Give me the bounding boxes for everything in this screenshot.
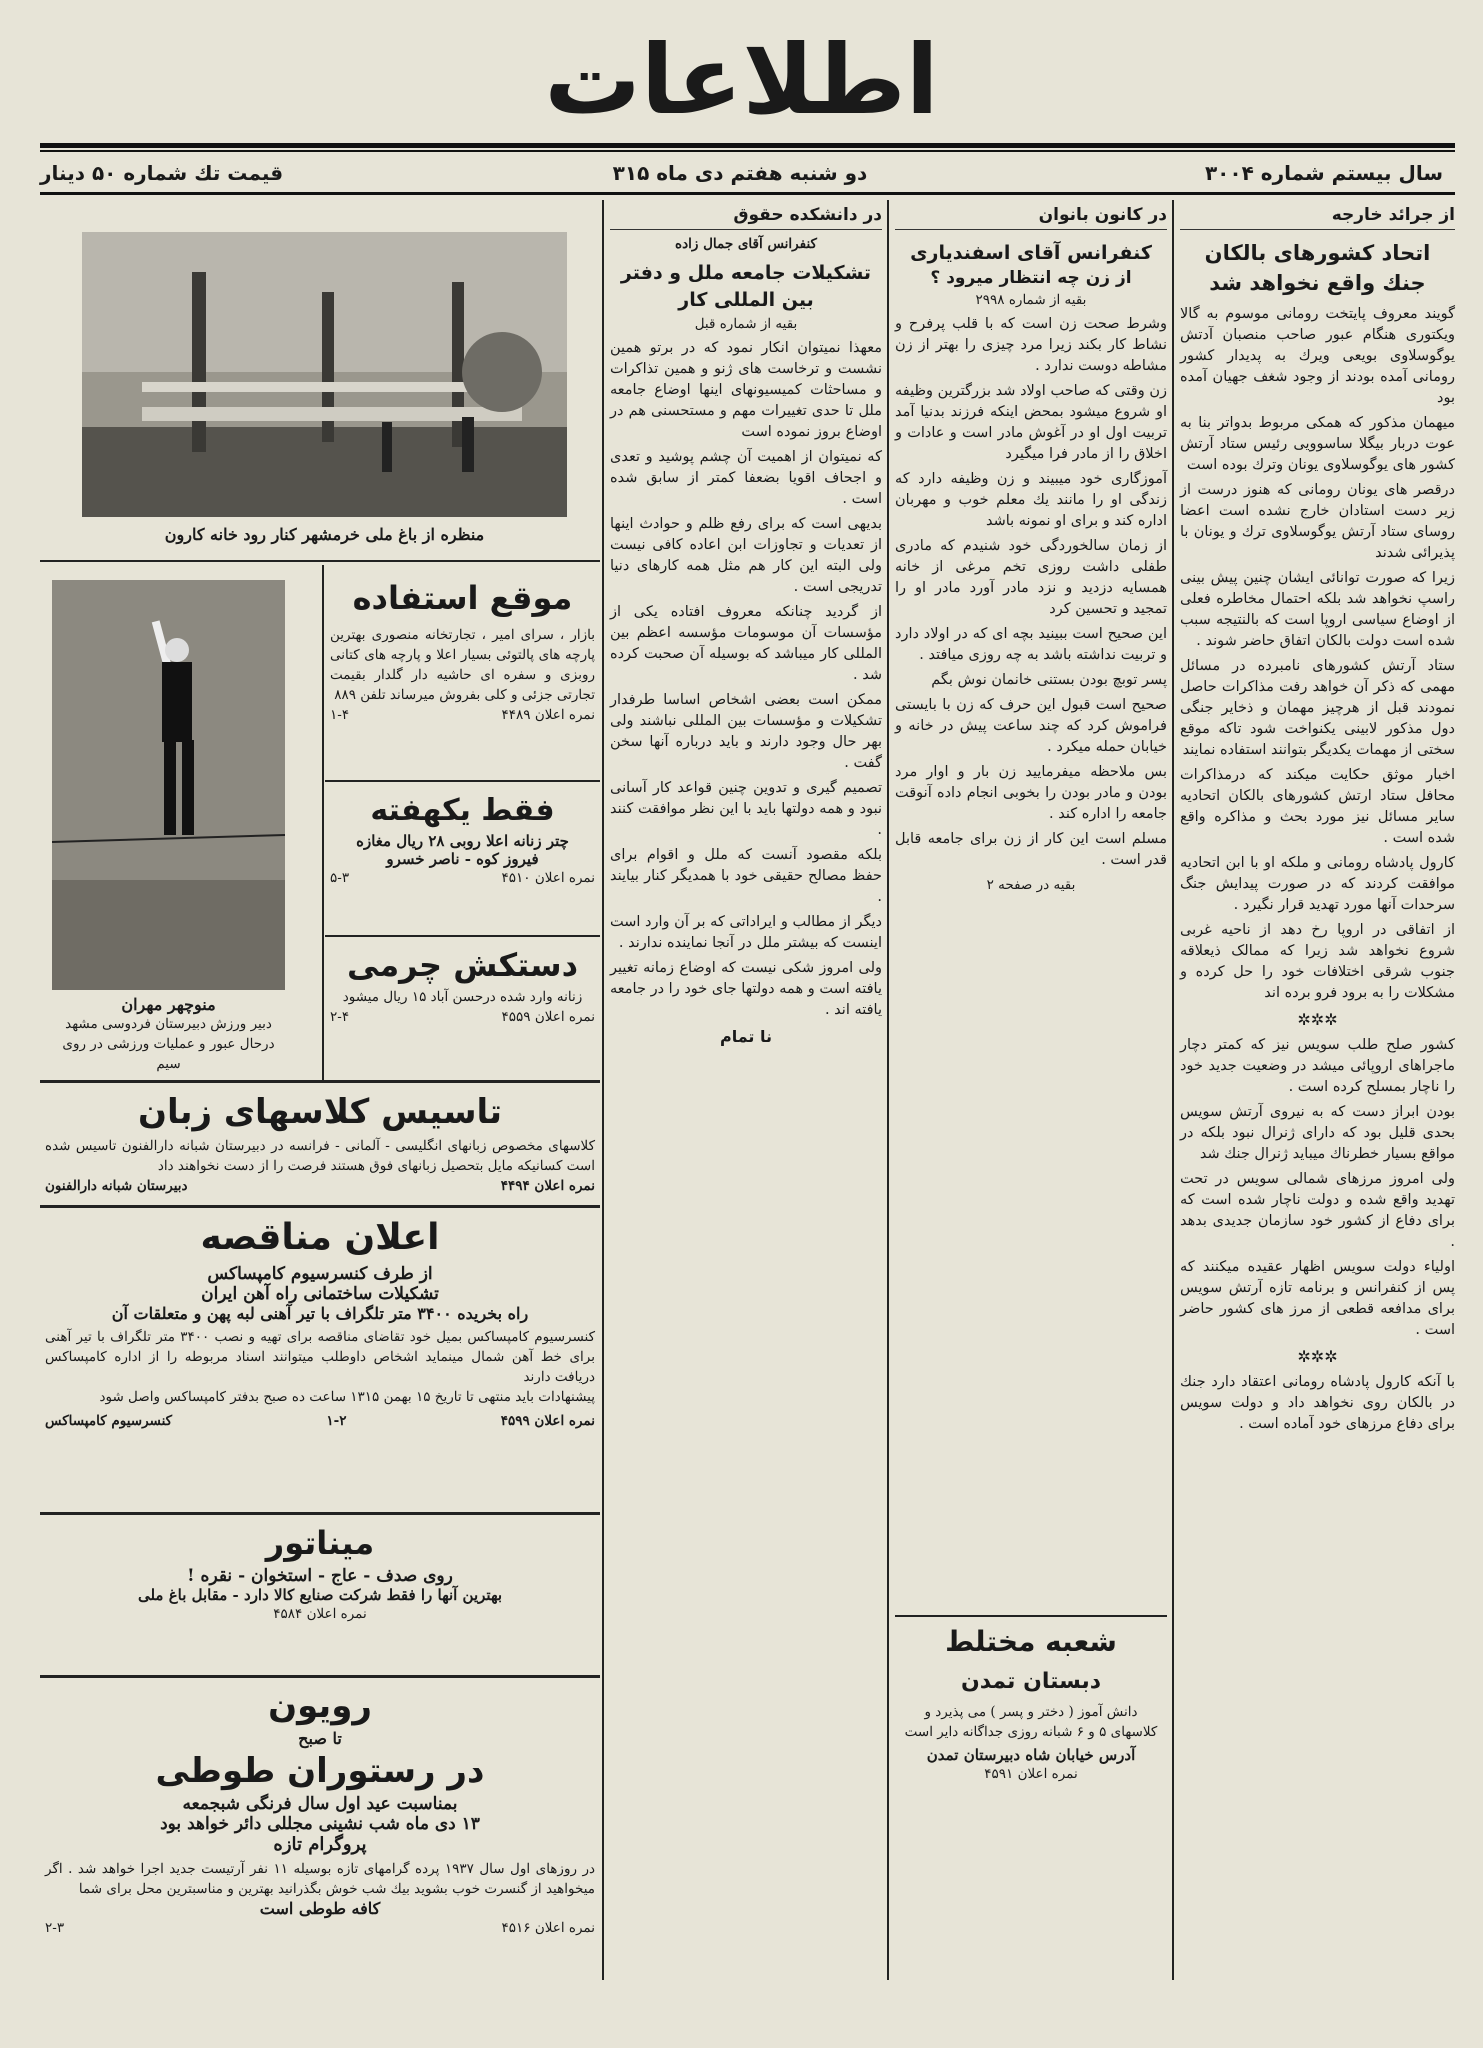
- column-divider: [602, 200, 604, 1980]
- ad-ref: نمره اعلان ۴۵۱۶: [501, 1920, 595, 1936]
- dateline-rule: [40, 192, 1455, 195]
- ad-ref: نمره اعلان ۴۴۸۹: [501, 707, 595, 723]
- ad-title: موقع استفاده: [352, 579, 573, 617]
- to-be-continued: نا تمام: [719, 1027, 773, 1046]
- ad-text: چتر زنانه اعلا روبی ۲۸ ریال مغازه: [356, 832, 569, 850]
- ad-section: شعبه مختلط: [945, 1625, 1117, 1658]
- section-label: در کانون بانوان: [895, 205, 1167, 230]
- paragraph: مسلم است این کار از زن برای جامعه قابل قدر است .: [895, 831, 1167, 868]
- masthead-title: اطلاعات: [544, 24, 939, 136]
- ad-line: پروگرام تازه: [273, 1834, 367, 1855]
- paragraph: دیگر از مطالب و ایراداتی که بر آن وارد است اینست که بیشتر ملل در آنجا نماینده ندارند .: [610, 914, 882, 951]
- ad-line: ۱۳ دی ماه شب نشینی مجللی دائر خواهد بود: [160, 1814, 480, 1834]
- paragraph: زن وقتی که صاحب اولاد شد بزرگترین وظیفه او شروع میشود بمحض اینکه فرزند بدنیا آمد تربیت اول او در آغوش مادر است و عادات و اخلاق را از مادر فرا میگیرد: [895, 383, 1167, 462]
- article-kicker: کنفرانس آقای جمال زاده: [675, 236, 817, 252]
- paragraph: اولیاء دولت سویس اظهار عقیده میکنند که پس از کنفرانس و برنامه تازه آرتش سویس برای مدافعه قطعی از مرز های کشور حاضر است .: [1180, 1259, 1455, 1338]
- article-subtitle: از زن چه انتظار میرود ؟: [930, 268, 1132, 288]
- paragraph: اخبار موثق حکایت میکند که درمذاکرات محافل ستاد ارتش کشورهای بالکان اتحادیه سایر مسائل نیز مورد بحث و مذاکره واقع شده است .: [1180, 767, 1455, 846]
- photo-khorramshahr-garden: [82, 232, 567, 517]
- rule: [40, 1675, 600, 1678]
- column-foreign-news: [1180, 205, 1455, 1439]
- ad-line: از طرف کنسرسیوم کامپساکس: [207, 1264, 433, 1284]
- ad-title: فقط یکهفته: [370, 793, 555, 828]
- ad-text: بازار ، سرای امیر ، تجارتخانه منصوری بهترین پارچه های پالتوئی بسیار اعلا و پارچه های کتانی روبزی و سفره ای حاشیه دار گلدار بقیمت تجارتی جزئی و کلی بفروش میرساند تلفن ۸۸۹: [330, 627, 595, 703]
- ad-ref: نمره اعلان ۴۵۹۹: [500, 1413, 595, 1429]
- rule: [40, 1205, 600, 1208]
- section-label: در دانشکده حقوق: [610, 205, 882, 230]
- ad-title: تاسیس کلاسهای زبان: [137, 1092, 503, 1132]
- ad-line: روی صدف - عاج - استخوان - نقره !: [187, 1566, 453, 1586]
- paragraph: که نمیتوان از اهمیت آن چشم پوشید و تعدی و اجحاف اقویا بضعفا کمتر از سابق شده است .: [610, 449, 882, 507]
- ad-shop: کافه طوطی است: [259, 1899, 381, 1918]
- ad-footer: [45, 1411, 595, 1431]
- paragraph: صحیح است قبول این حرف که زن با بایستی فراموش کرد که چند ساعت پیش در خانه و خیابان حمله میکرد .: [895, 697, 1167, 755]
- ad-title: رویون: [268, 1686, 372, 1726]
- ad-footer: [330, 1007, 595, 1027]
- ad-title: اعلان مناقصه: [200, 1217, 440, 1258]
- rule: [325, 935, 600, 937]
- paragraph: ستاد آرتش کشورهای نامبرده در مسائل مهمی که ذکر آن خواهد رفت مذاکرات حاصل نمودند قبل از هرچیز مهمان و ذخایر جنگی دول مذکور لابینی یکنواخت شود تاکه موقع سختی از مهمات یکدیگر بتوانند استفاده نمایند: [1180, 658, 1455, 758]
- ad-footer: [45, 1176, 595, 1196]
- ad-title: میناتور: [265, 1524, 375, 1562]
- ad-ref: نمره اعلان ۴۵۹۱: [984, 1766, 1078, 1782]
- paragraph: ولی امروز شکی نیست که اوضاع زمانه تغییر یافته است و همه دولتها جای خود را در جامعه یافته اند .: [610, 960, 882, 1018]
- ad-school: [895, 1622, 1167, 1784]
- rule: [895, 1615, 1167, 1617]
- ad-line: تشکیلات ساختمانی راه آهن ایران: [201, 1284, 439, 1304]
- ad-num: ۱-۴: [330, 707, 350, 723]
- ad-num: ۵-۳: [330, 870, 350, 886]
- photo-tightrope-athlete: [52, 580, 285, 990]
- ad-text: زنانه وارد شده درحسن آباد ۱۵ ریال میشود: [342, 989, 583, 1005]
- ad-text: در روزهای اول سال ۱۹۳۷ پرده گرامهای تازه بوسیله ۱۱ نفر آرتیست جدید اجرا خواهد شد . اگر میخواهید از گنسرت خوب بشوید بیك شب خوش بگذرانید بهترین و مناسبترین محل برای شما: [45, 1861, 595, 1897]
- ad-language-classes: [45, 1088, 595, 1196]
- article-title: کنفرانس آقای اسفندیاری: [910, 242, 1152, 264]
- column-law-faculty: [610, 205, 882, 1046]
- ad-ref: نمره اعلان ۴۵۸۴: [273, 1606, 367, 1622]
- ad-ref: نمره اعلان ۴۵۱۰: [501, 870, 595, 886]
- ad-title: دستکش چرمی: [346, 946, 579, 984]
- ad-num: ۱-۲: [326, 1413, 347, 1429]
- paragraph: وشرط صحت زن است که با قلب پرفرح و نشاط کار بکند زیرا مرد چیزی را بهتر از زن مشاطه دوست ندارد .: [895, 316, 1167, 374]
- paragraph: این صحیح است ببینید بچه ای که در اولاد دارد و تربیت نداشته باشد به چه روزی میافتد .: [895, 626, 1167, 663]
- athlete-name: منوچهر مهران: [121, 995, 216, 1014]
- separator-stars: ✲✲✲: [1297, 1010, 1338, 1029]
- paragraph: با آنکه کارول پادشاه رومانی اعتقاد دارد جنك در بالکان روی نخواهد داد و دولت سویس برای دفاع مرزهای خود آماده است .: [1180, 1374, 1455, 1432]
- issue-price: قیمت تك شماره ۵۰ دینار: [40, 161, 284, 185]
- paragraph: ممکن است بعضی اشخاص اساسا طرفدار تشکیلات و مؤسسات بین المللی نباشند ولی بهر حال وجود دارند و باید درباره آنها سخن گفت .: [610, 692, 882, 771]
- ad-line: بهترین آنها را فقط شرکت صنایع کالا دارد - مقابل باغ ملی: [137, 1586, 503, 1604]
- paragraph: درقصر های یونان رومانی که هنوز درست از زیر دست استادان خارج نشده است اعضا روسای ستاد آرتش یوگوسلاوی ترك و یونان با پذیرائی شدند: [1180, 482, 1455, 561]
- ad-restaurant: [45, 1683, 595, 1938]
- ad-shop: فیروز کوه - ناصر خسرو: [386, 850, 539, 868]
- paragraph: بدیهی است که برای رفع ظلم و حوادث اینها از تعدیات و تجاوزات ابن اعاده کافی نیست ولی البته این کار هم مثل همه کارهای دنیا تدریجی است .: [610, 516, 882, 595]
- separator-stars: ✲✲✲: [1297, 1347, 1338, 1366]
- continued-label: بقیه از شماره ۲۹۹۸: [975, 292, 1087, 308]
- paragraph: از زمان سالخوردگی خود شنیدم که مادری طفلی داشت روزی تخم مرغی از خانه همسایه دزدید و نزد مادر آورد مادر او را تمجید و تحسین کرد: [895, 538, 1167, 617]
- article-title: تشکیلات جامعه ملل و دفتر بین المللی کار: [620, 262, 872, 311]
- ad-school-name: دبیرستان شبانه دارالفنون: [45, 1178, 188, 1194]
- ad-text: دانش آموز ( دختر و پسر ) می پذیرد و کلاسهای ۵ و ۶ شبانه روزی جداگانه دایر است: [904, 1704, 1158, 1740]
- rule: [325, 780, 600, 782]
- ad-line: تا صبح: [298, 1729, 342, 1748]
- paragraph: بس ملاحظه میفرمایید زن بار و اوار مرد بودن و مادر بودن را بخوبی انجام داده آنوقت جامعه را اداره کند .: [895, 764, 1167, 822]
- ad-title: دبستان تمدن: [960, 1669, 1102, 1694]
- rule: [40, 1080, 600, 1083]
- paragraph: بلکه مقصود آنست که ملل و اقوام برای حفظ مصالح حقیقی خود با همدیگر کنار بیایند .: [610, 847, 882, 905]
- ad-line: بمناسبت عید اول سال فرنگی شبجمعه: [182, 1794, 458, 1814]
- athlete-caption-line: درحال عبور و عملیات ورزشی در روی سیم: [62, 1036, 275, 1072]
- article-title: اتحاد کشورهای بالکان جنك واقع نخواهد شد: [1204, 241, 1431, 295]
- paragraph: پسر توبچ بودن بستنی خانمان نوش بگم: [931, 672, 1167, 688]
- ad-fabric: [330, 575, 595, 725]
- ad-ref: نمره اعلان ۴۵۵۹: [501, 1009, 595, 1025]
- paragraph: ولی امروز مرزهای شمالی سویس در تحت تهدید واقع شده و دولت ناچار شده است که برای دفاع از کشور خود سازمان جدیدی بدهد .: [1180, 1171, 1455, 1250]
- ad-line: راه بخریده ۳۴۰۰ متر تلگراف با تیر آهنی لبه پهن و متعلقات آن: [111, 1304, 529, 1323]
- ad-text: کلاسهای مخصوص زبانهای انگلیسی - آلمانی - فرانسه در دبیرستان شبانه دارالفنون تاسیس شده است کسانیکه مایل بتحصیل زبانهای فوق هستند فرصت را از دست نخواهند داد: [45, 1138, 595, 1174]
- issue-date: دو شنبه هفتم دی ماه ۳۱۵: [612, 161, 868, 185]
- ad-line: در رستوران طوطی: [155, 1751, 485, 1791]
- masthead-rule-top2: [40, 150, 1455, 152]
- paragraph: کشور صلح طلب سویس نیز که کمتر دچار ماجراهای اروپائی میشد در وضعیت جدید خود را ناچار بمسلح کرده است .: [1180, 1037, 1455, 1095]
- ad-sign: کنسرسیوم کامپساکس: [45, 1413, 173, 1429]
- column-divider: [1172, 200, 1174, 1980]
- ad-miniature: [45, 1520, 595, 1624]
- paragraph: میهمان مذکور که همکی مربوط بدواتر بنا به عوت دربار بیگلا ساسوویی رئیس ستاد آرتش کشور های یوگوسلاوی یونان وترك بوده است: [1180, 415, 1455, 473]
- photo-athlete-caption: [52, 995, 285, 1074]
- rule: [40, 1512, 600, 1515]
- ad-umbrella: [330, 790, 595, 888]
- ad-gloves: [330, 943, 595, 1027]
- paragraph: از گردید چنانکه معروف افتاده یکی از مؤسسات آن موسومات مؤسسه اعظم بین المللی کار میباشد که بوسیله آن صحبت کرده شد .: [610, 604, 882, 683]
- ad-tender: [45, 1212, 595, 1431]
- paragraph: گویند معروف پایتخت رومانی موسوم به گالا ویکتوری هنگام عبور صاحب منصبان آدتش یوگوسلاوی بویعی ویرك به پدیدار کشور رومانی آمده بودند از وجود شغف جهیان آمده بود: [1180, 306, 1455, 406]
- paragraph: آموزگاری خود میبیند و زن وظیفه دارد که زندگی او را مانند یك معلم خوب و مهربان اداره کند و برای او نمونه باشد: [895, 471, 1167, 529]
- paragraph: تصمیم گیری و تدوین چنین قواعد کار آسانی نبود و همه دولتها باید با این نظر موافقت کنند .: [610, 780, 882, 838]
- paragraph: کارول پادشاه رومانی و ملکه او با ابن اتحادیه موافقت کردند که در صورت پیدایش جنگ سرحدات آنها مورد تهدید قرار نگیرد .: [1180, 855, 1455, 913]
- ad-footer: [45, 1918, 595, 1938]
- ad-text: کنسرسیوم کامپساکس بمیل خود تقاضای مناقصه برای تهیه و نصب ۳۴۰۰ متر تلگراف با تیر آهنی برای خط آهن شمال مینماید اشخاص داوطلب میتوانند اسناد مربوطه را از اداره کامپساکس دریافت دارند: [45, 1329, 596, 1385]
- issue-number: سال بیستم شماره ۳۰۰۴: [1204, 161, 1443, 185]
- ad-address: آدرس خیابان شاه دبیرستان تمدن: [926, 1746, 1136, 1764]
- paragraph: زیرا که صورت توانائی ایشان چنین پیش بینی راسپ نخواهد شد بلکه احتمال مخاطره فعلی از اوضاع سیاسی اروپا است که بالنتیجه سبب شده است دولت بالکان اتفاق حاضر شوند .: [1180, 570, 1455, 649]
- rule: [40, 560, 600, 562]
- ad-footer: [330, 705, 595, 725]
- photo-caption: منظره از باغ ملی خرمشهر کنار رود خانه کارون: [164, 525, 485, 544]
- column-divider: [322, 565, 324, 1080]
- paragraph: از اتفاقی در اروپا رخ دهد از ناحیه غربی شروع نخواهد شد زیرا که ممالک ذیعلاقه جنوب شرقی اختلافات خود را حل کرده و مشکلات را به برود فرو برده اند: [1180, 922, 1455, 1001]
- continued-label: بقیه از شماره قبل: [694, 316, 798, 332]
- ad-footer: [330, 868, 595, 888]
- ad-ref: نمره اعلان ۴۴۹۴: [500, 1178, 595, 1194]
- ad-num: ۲-۴: [330, 1009, 350, 1025]
- column-divider: [887, 200, 889, 1980]
- ad-text: پیشنهادات باید منتهی تا تاریخ ۱۵ بهمن ۱۳۱۵ ساعت ده صبح بدفتر کامپساکس واصل شود: [99, 1389, 595, 1405]
- section-label: از جرائد خارجه: [1180, 205, 1455, 230]
- photo-athlete-image: [52, 580, 285, 990]
- ad-num: ۲-۳: [45, 1920, 65, 1936]
- paragraph: بودن ابراز دست که به نیروی آرتش سویس بحدی قلیل بود که دارای ژنرال نبود بلکه در مواقع بسیار خطرناك میباید ژنرال جنك شد: [1180, 1104, 1455, 1162]
- continued-label: بقیه در صفحه ۲: [986, 877, 1076, 893]
- paragraph: معهذا نمیتوان انکار نمود که در برتو همین نشست و ترخاست های ژنو و همین تذاکرات و مساحثات کمیسیونهای اینها اوضاع جامعه ملل تا حدی تغییرات مهم و مستحسنی هم در اوضاع بروز نموده است: [610, 340, 882, 440]
- masthead-rule-top: [40, 143, 1455, 148]
- photo-garden-image: [82, 232, 567, 517]
- column-women-forum: [895, 205, 1167, 895]
- athlete-caption-line: دبیر ورزش دبیرستان فردوسی مشهد: [65, 1016, 272, 1032]
